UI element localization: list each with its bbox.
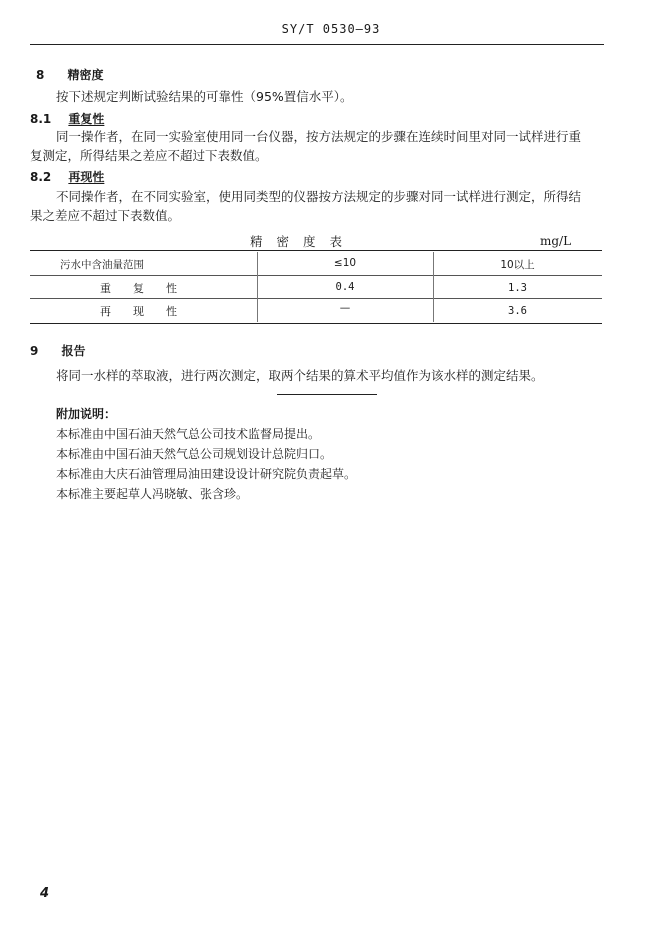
document-header: SY/T 0530—93 bbox=[281, 22, 381, 36]
section-title: 报告 bbox=[61, 344, 86, 358]
table-bottom-rule bbox=[30, 323, 602, 324]
table-title: 精密度表 bbox=[250, 234, 357, 249]
section-title: 精密度 bbox=[67, 68, 104, 82]
table-top-rule bbox=[30, 250, 602, 251]
table-cell: — bbox=[339, 302, 351, 314]
notes-line: 本标准由中国石油天然气总公司规划设计总院归口。 bbox=[56, 447, 333, 461]
table-cell: 0.4 bbox=[335, 281, 355, 293]
section-8-1-heading bbox=[30, 108, 104, 127]
subsection-title: 重复性 bbox=[68, 112, 105, 126]
table-row-label: 再现性 bbox=[100, 305, 199, 318]
section-8-2-heading bbox=[30, 166, 104, 185]
table-cell: 3.6 bbox=[508, 305, 527, 317]
section-9-text: 将同一水样的萃取液，进行两次测定，取两个结果的算术平均值作为该水样的测定结果。 bbox=[56, 368, 544, 383]
table-cell: 1.3 bbox=[508, 282, 527, 294]
table-row-divider bbox=[30, 298, 602, 299]
section-number: 8 bbox=[36, 68, 45, 82]
subsection-title: 再现性 bbox=[68, 170, 105, 184]
header-rule bbox=[30, 44, 604, 45]
section-8-2-text-line-1: 不同操作者，在不同实验室，使用同类型的仪器按方法规定的步骤对同一试样进行测定，所得结 bbox=[56, 189, 582, 204]
table-unit: mg/L bbox=[540, 234, 572, 248]
section-8-1-text-line-1: 同一操作者，在同一实验室使用同一台仪器，按方法规定的步骤在连续时间里对同一试样进行重 bbox=[56, 129, 582, 144]
notes-line: 本标准由大庆石油管理局油田建设设计研究院负责起草。 bbox=[56, 467, 357, 481]
table-row-divider bbox=[30, 275, 602, 276]
subsection-number: 8.1 bbox=[30, 112, 52, 126]
notes-line: 本标准由中国石油天然气总公司技术监督局提出。 bbox=[56, 427, 321, 441]
table-row-label: 重复性 bbox=[100, 282, 199, 295]
section-8-1-text-line-2: 复测定，所得结果之差应不超过下表数值。 bbox=[30, 148, 268, 163]
page-number: 4 bbox=[40, 886, 50, 901]
notes-line: 本标准主要起草人冯晓敏、张含珍。 bbox=[56, 487, 249, 501]
table-header-label: 污水中含油量范围 bbox=[60, 259, 144, 271]
subsection-number: 8.2 bbox=[30, 170, 52, 184]
table-header-col1: ≤10 bbox=[333, 257, 357, 269]
table-header-col2: 10以上 bbox=[500, 259, 535, 271]
section-number: 9 bbox=[30, 344, 39, 358]
section-8-2-text-line-2: 果之差应不超过下表数值。 bbox=[30, 208, 181, 223]
section-8-intro: 按下述规定判断试验结果的可靠性（95%置信水平）。 bbox=[56, 89, 353, 104]
section-separator bbox=[277, 394, 377, 395]
section-8-heading bbox=[36, 64, 103, 83]
section-9-heading bbox=[30, 340, 85, 359]
notes-title: 附加说明： bbox=[56, 407, 117, 421]
